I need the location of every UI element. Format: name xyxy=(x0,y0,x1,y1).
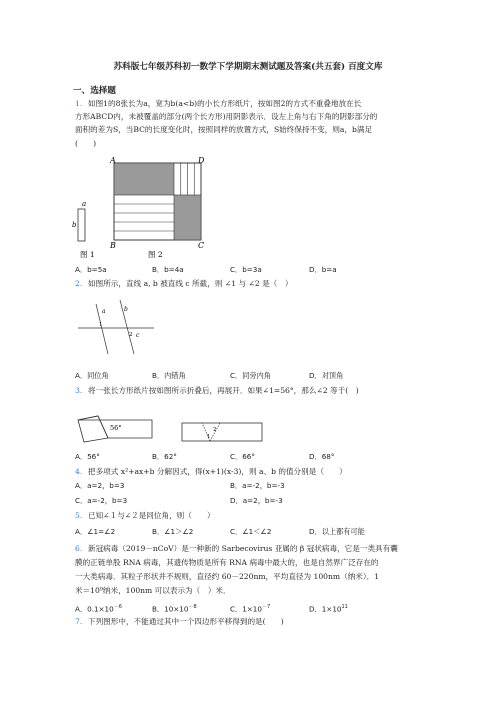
question-2-option-d[interactable]: D．对顶角 xyxy=(309,371,344,380)
label-a: a xyxy=(102,308,106,315)
question-4-option-c[interactable]: C．a=-2，b=3 xyxy=(75,496,128,505)
question-number-2: 2. xyxy=(75,279,83,288)
question-4-option-a[interactable]: A．a=2，b=3 xyxy=(75,481,125,490)
label-b: b xyxy=(124,306,128,313)
question-1-figure xyxy=(70,153,220,259)
shaded-region-bottom-right xyxy=(174,195,201,240)
question-3-option-a[interactable]: A．56° xyxy=(75,452,100,461)
question-5-option-d[interactable]: D．以上都有可能 xyxy=(309,527,365,536)
option-b-exponent: －8 xyxy=(188,604,197,610)
question-7-text: 下列图形中，不能通过其中一个四边形平移得到的是( ) xyxy=(88,617,284,626)
figure-1-caption: 图 1 xyxy=(80,250,95,259)
question-5-option-b[interactable]: B．∠1＞∠2 xyxy=(152,527,194,536)
angle-label-1: 1 xyxy=(207,434,211,440)
question-2-option-a[interactable]: A．同位角 xyxy=(75,371,109,380)
question-6-line-4: 米＝10⁹纳米，100nm 可以表示为（ ）米． xyxy=(75,586,231,595)
question-2-text: 如图所示，直线 a, b 被直线 c 所截，则 ∠1 与 ∠2 是（ ） xyxy=(88,279,293,288)
question-1-option-a[interactable]: A．b=5a xyxy=(75,265,107,274)
option-d-exponent: 11 xyxy=(341,604,348,610)
question-1-line-2: 方形ABCD内，未被覆盖的部分(两个长方形)用阴影表示．设左上角与右下角的阴影部分的 xyxy=(75,112,378,121)
question-1-line-4: ( ) xyxy=(75,139,97,148)
question-number-3: 3. xyxy=(75,386,83,395)
option-d-base: D．1×10 xyxy=(309,604,342,614)
question-1-line-1: 如图1的8张长为a，宽为b(a<b)的小长方形纸片，按如图2的方式不重叠地放在长 xyxy=(88,99,362,108)
angle-label-2: 2 xyxy=(213,427,217,433)
angle-label-1: 1 xyxy=(99,322,103,328)
label-c: c xyxy=(136,332,140,339)
option-c-base: C．1×10 xyxy=(230,604,262,614)
vertex-label-a: A xyxy=(110,156,116,165)
question-6-line-3: 一大类病毒．其粒子形状并不规则，直径约 60－220nm，平均直径为 100nm（纳米）．1 xyxy=(75,572,380,581)
document-title: 苏科版七年级苏科初一数学下学期期末测试题及答案(共五套) 百度文库 xyxy=(113,62,383,72)
question-number-4: 4. xyxy=(75,467,83,476)
question-3-figure-right xyxy=(180,420,268,446)
question-6-option-a[interactable] xyxy=(75,602,122,614)
question-number-6: 6. xyxy=(75,544,83,553)
vertex-label-b: B xyxy=(110,241,116,250)
option-a-base: A．0.1×10 xyxy=(75,604,114,614)
unfolded-rectangle xyxy=(182,423,262,441)
question-4-option-b[interactable]: B．a=-2，b=-3 xyxy=(230,481,285,490)
question-5-option-c[interactable]: C．∠1＜∠2 xyxy=(230,527,272,536)
question-3-text: 将一张长方形纸片按如图所示折叠后，再展开．如果∠1=56°，那么∠2 等于( ) xyxy=(88,386,359,395)
question-3-option-d[interactable]: D．68° xyxy=(309,452,335,461)
question-1-option-b[interactable]: B．b=4a xyxy=(152,265,184,274)
option-a-exponent: －6 xyxy=(113,604,122,610)
vertex-label-c: C xyxy=(198,241,205,250)
question-5-text: 已知∠１与∠２是同位角，则（ ） xyxy=(88,511,215,520)
question-number-7: 7. xyxy=(75,617,83,626)
question-4-text: 把多项式 x²+ax+b 分解因式，得(x+1)(x-3)，则 a、b 的值分别是（ ） xyxy=(88,467,347,476)
question-1-option-d[interactable]: D．b=a xyxy=(309,265,337,274)
figure-2-caption: 图 2 xyxy=(148,250,163,259)
question-2-figure xyxy=(76,296,156,356)
section-heading: 一、选择题 xyxy=(73,86,116,96)
question-6-option-c[interactable] xyxy=(230,602,270,614)
question-number-5: 5. xyxy=(75,511,83,520)
question-4-option-d[interactable]: D．a=2，b=-3 xyxy=(230,496,283,505)
question-3-option-c[interactable]: C．66° xyxy=(230,452,255,461)
question-6-line-2: 膜的正链单股 RNA 病毒，其遗传物质是所有 RNA 病毒中最大的，也是自然界广泛存在的 xyxy=(75,558,379,567)
angle-56-label: 56° xyxy=(110,424,122,432)
question-2-option-c[interactable]: C．同旁内角 xyxy=(230,371,271,380)
question-number-1: 1. xyxy=(75,99,83,108)
question-2-option-b[interactable]: B．内错角 xyxy=(152,371,186,380)
question-6-line-1: 新冠病毒（2019－nCoV）是一种新的 Sarbecovirus 亚属的 β 冠状病毒，它是一类具有囊 xyxy=(88,544,398,553)
vertex-label-d: D xyxy=(198,156,205,165)
option-c-exponent: －7 xyxy=(261,604,271,610)
question-6-option-d[interactable] xyxy=(309,602,348,614)
shaded-region-top-left xyxy=(114,163,174,195)
angle-label-2: 2 xyxy=(129,332,133,338)
question-3-option-b[interactable]: B．62° xyxy=(152,452,177,461)
fig1-label-a: a xyxy=(82,200,87,208)
small-rectangle xyxy=(78,209,85,241)
question-6-option-b[interactable] xyxy=(152,602,197,614)
question-3-figure-left xyxy=(74,414,160,446)
fig1-label-b: b xyxy=(72,221,77,229)
question-1-line-3: 面积的差为S，当BC的长度变化时，按照同样的放置方式，S始终保持不变，则a，b满足 xyxy=(75,125,373,134)
question-1-option-c[interactable]: C．b=3a xyxy=(230,265,262,274)
question-5-option-a[interactable]: A．∠1=∠2 xyxy=(75,527,116,536)
option-b-base: B．10×10 xyxy=(152,604,189,614)
